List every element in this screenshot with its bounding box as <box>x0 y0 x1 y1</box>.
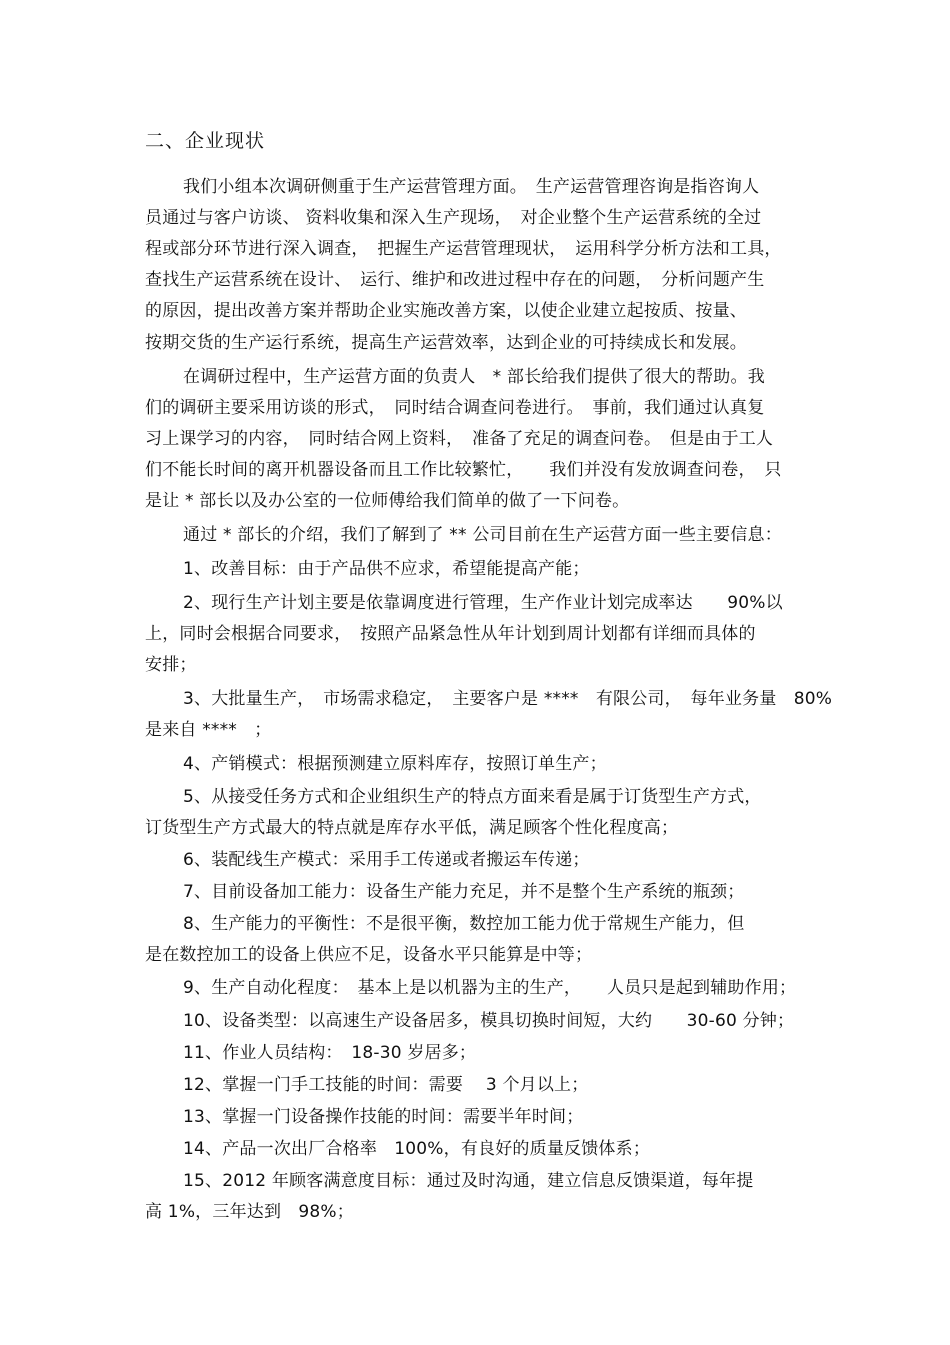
list-item-5-line-2: 订货型生产方式最大的特点就是库存水平低，满足顾客个性化程度高； <box>145 818 679 838</box>
paragraph-1-line-4: 查找生产运营系统在设计、 运行、维护和改进过程中存在的问题， 分析问题产生 <box>145 270 765 290</box>
list-item-9: 9、生产自动化程度： 基本上是以机器为主的生产， 人员只是起到辅助作用； <box>183 978 797 998</box>
paragraph-1-line-5: 的原因，提出改善方案并帮助企业实施改善方案，以使企业建立起按质、按量、 <box>145 301 747 321</box>
paragraph-1-line-3: 程或部分环节进行深入调查， 把握生产运营管理现状， 运用科学分析方法和工具， <box>145 239 782 259</box>
list-item-2-line-3: 安排； <box>145 655 197 675</box>
paragraph-2-line-5: 是让 * 部长以及办公室的一位师傅给我们简单的做了一下问卷。 <box>145 491 630 511</box>
paragraph-1-line-2: 员通过与客户访谈、 资料收集和深入生产现场， 对企业整个生产运营系统的全过 <box>145 208 762 228</box>
list-item-14: 14、产品一次出厂合格率 100%，有良好的质量反馈体系； <box>183 1139 651 1159</box>
list-item-6: 6、装配线生产模式：采用手工传递或者搬运车传递； <box>183 850 590 870</box>
list-item-10: 10、设备类型：以高速生产设备居多，模具切换时间短，大约 30-60 分钟； <box>183 1011 795 1031</box>
section-title: 二、企业现状 <box>145 130 266 152</box>
list-item-15-line-1: 15、2012 年顾客满意度目标：通过及时沟通，建立信息反馈渠道，每年提 <box>183 1171 754 1191</box>
paragraph-2-line-4: 们不能长时间的离开机器设备而且工作比较繁忙， 我们并没有发放调查问卷， 只 <box>145 460 782 480</box>
list-item-11: 11、作业人员结构： 18-30 岁居多； <box>183 1043 477 1063</box>
paragraph-1-line-1: 我们小组本次调研侧重于生产运营管理方面。 生产运营管理咨询是指咨询人 <box>183 177 760 197</box>
paragraph-1-line-6: 按期交货的生产运行系统，提高生产运营效率，达到企业的可持续成长和发展。 <box>145 333 747 353</box>
list-item-4: 4、产销模式：根据预测建立原料库存，按照订单生产； <box>183 754 607 774</box>
list-item-1: 1、改善目标：由于产品供不应求，希望能提高产能； <box>183 559 590 579</box>
list-item-5-line-1: 5、从接受任务方式和企业组织生产的特点方面来看是属于订货型生产方式， <box>183 787 762 807</box>
paragraph-2-line-1: 在调研过程中，生产运营方面的负责人 * 部长给我们提供了很大的帮助。我 <box>183 367 765 387</box>
list-item-12: 12、掌握一门手工技能的时间：需要 3 个月以上； <box>183 1075 589 1095</box>
list-item-3-line-2: 是来自 **** ； <box>145 720 272 740</box>
list-item-3-line-1: 3、大批量生产， 市场需求稳定， 主要客户是 **** 有限公司， 每年业务量 80% <box>183 689 833 709</box>
list-item-8-line-1: 8、生产能力的平衡性：不是很平衡，数控加工能力优于常规生产能力，但 <box>183 914 745 934</box>
list-item-15-line-2: 高 1%，三年达到 98%； <box>145 1202 354 1222</box>
paragraph-2-line-3: 习上课学习的内容， 同时结合网上资料， 准备了充足的调查问卷。 但是由于工人 <box>145 429 774 449</box>
paragraph-2-line-2: 们的调研主要采用访谈的形式， 同时结合调查问卷进行。 事前，我们通过认真复 <box>145 398 765 418</box>
info-intro: 通过 * 部长的介绍，我们了解到了 ** 公司目前在生产运营方面一些主要信息： <box>183 525 782 545</box>
list-item-13: 13、掌握一门设备操作技能的时间：需要半年时间； <box>183 1107 584 1127</box>
list-item-2-line-2: 上，同时会根据合同要求， 按照产品紧急性从年计划到周计划都有详细而具体的 <box>145 624 756 644</box>
list-item-2-line-1: 2、现行生产计划主要是依靠调度进行管理，生产作业计划完成率达 90%以 <box>183 593 783 613</box>
list-item-8-line-2: 是在数控加工的设备上供应不足，设备水平只能算是中等； <box>145 945 593 965</box>
list-item-7: 7、目前设备加工能力：设备生产能力充足，并不是整个生产系统的瓶颈； <box>183 882 745 902</box>
